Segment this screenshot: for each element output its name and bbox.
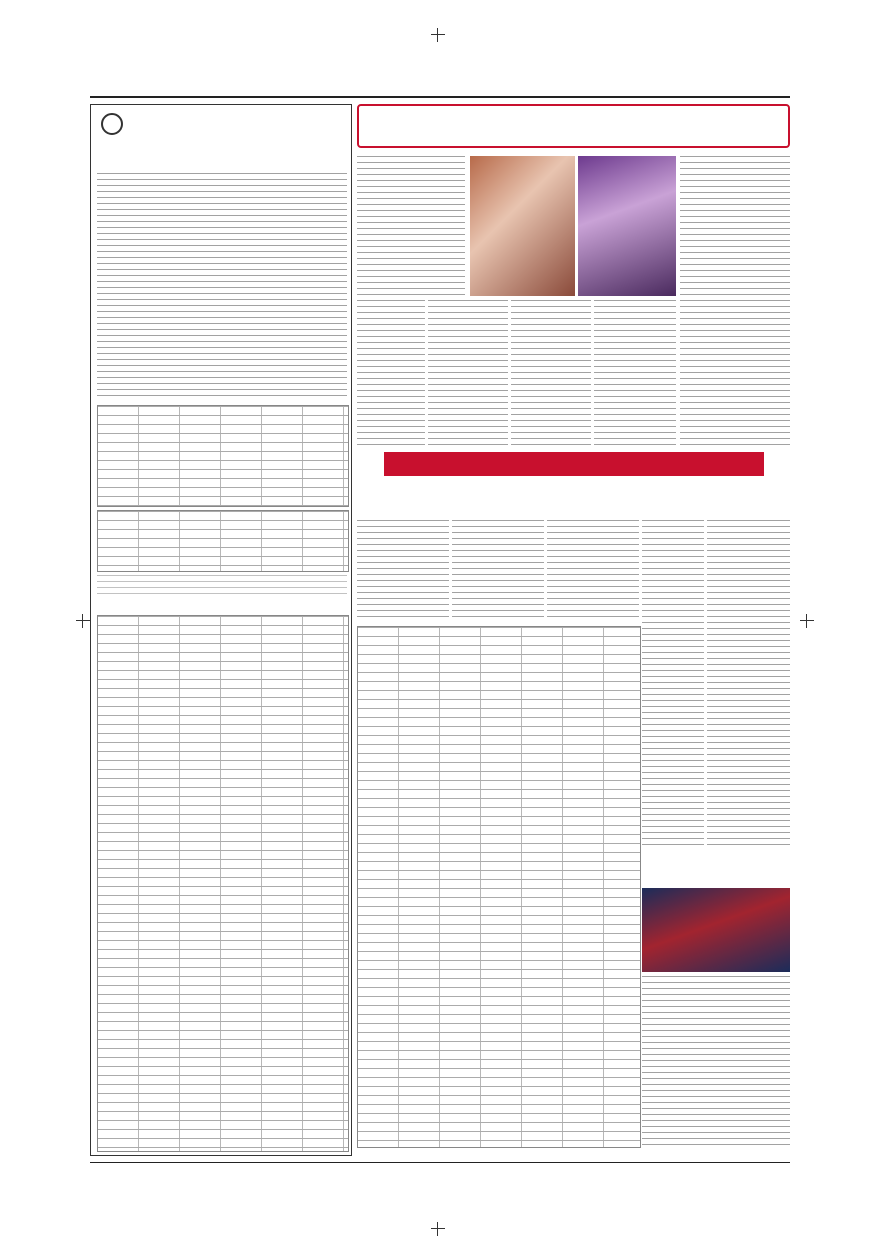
notice-schedule-table xyxy=(97,615,349,1152)
story2-kicker xyxy=(384,452,764,476)
story1-col-1 xyxy=(357,156,465,296)
schedule-table-continued xyxy=(357,626,641,1148)
story1-photo-left xyxy=(470,156,575,296)
story2-col-2 xyxy=(452,520,544,620)
story3-headline xyxy=(642,856,790,884)
registration-mark-left xyxy=(76,614,90,628)
page-header xyxy=(90,73,790,95)
editor-line xyxy=(90,1224,790,1238)
story2-col-1 xyxy=(357,520,449,620)
registration-mark-right xyxy=(800,614,814,628)
registration-mark-top xyxy=(431,28,445,42)
story1-col-d xyxy=(594,300,676,446)
notice-table-2 xyxy=(97,510,349,572)
story1-headline-box xyxy=(357,104,790,148)
govt-notice xyxy=(90,104,352,1156)
story3-photo xyxy=(642,888,790,972)
notice-footnote xyxy=(97,575,347,597)
story1-col-4 xyxy=(680,156,790,446)
footer-rule xyxy=(90,1162,790,1163)
notice-table-1 xyxy=(97,405,349,507)
story2-col-5 xyxy=(707,520,790,850)
story1-col-c xyxy=(511,300,591,446)
story1-col-b xyxy=(428,300,508,446)
story2-col-4 xyxy=(642,520,704,850)
story1-photo-right xyxy=(578,156,676,296)
notice-body xyxy=(97,173,347,401)
odisha-emblem-icon xyxy=(101,113,123,135)
story2-col-3 xyxy=(547,520,639,620)
header-rule xyxy=(90,96,790,98)
story3-body xyxy=(642,976,790,1148)
story1-col-a xyxy=(357,300,425,446)
